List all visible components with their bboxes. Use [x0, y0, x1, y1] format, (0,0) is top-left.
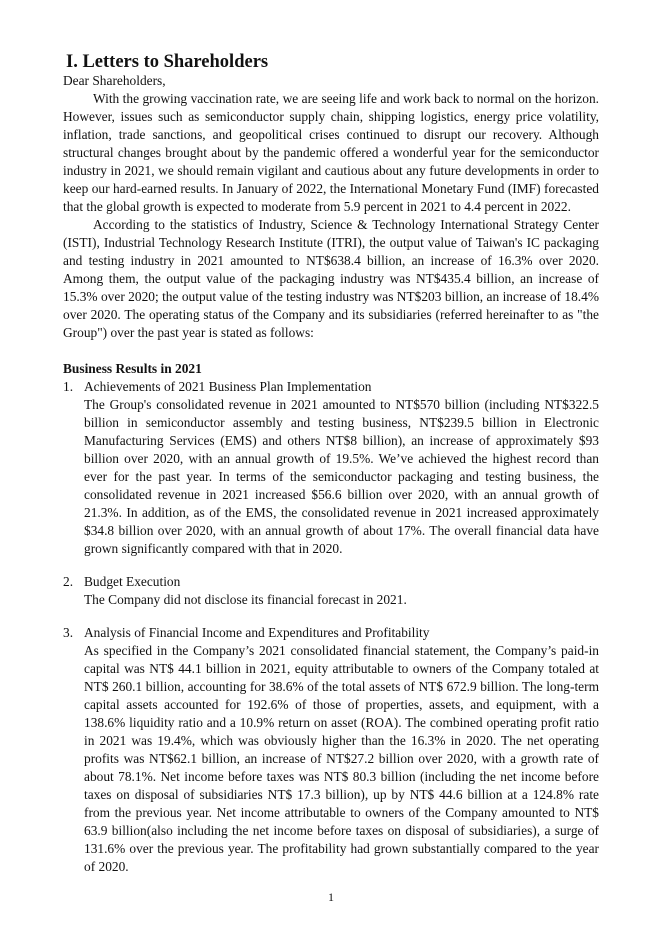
- item-heading: Analysis of Financial Income and Expenditures and Profitability: [84, 625, 430, 640]
- item-body: The Group's consolidated revenue in 2021 amounted to NT$570 billion (including NT$322.5 billion in semiconductor assembly and testing business, NT$239.5 billion in Electronic Manufacturing Services (EMS) and others NT$8 billion), an increase of approximately $93 billion over 2020, with an annual growth of 19.5%. We’ve achieved the highest record than ever for the past year. In terms of the semiconductor packaging and testing business, the consolidated revenue in 2021 increased $56.6 billion over 2020, with an annual growth of 21.3%. In addition, as of the EMS, the consolidated revenue in 2021 increased approximately $34.8 billion over 2020, with an annual growth of about 17%. The overall financial data have grown significantly compared with that in 2020.: [84, 397, 599, 556]
- list-item: [63, 378, 599, 558]
- item-heading: Achievements of 2021 Business Plan Implementation: [84, 379, 372, 394]
- item-body: The Company did not disclose its financial forecast in 2021.: [84, 592, 407, 607]
- item-body: As specified in the Company’s 2021 consolidated financial statement, the Company’s paid-in capital was NT$ 44.1 billion in 2021, equity attributable to owners of the Company totaled at NT$ 260.1 billion, accounting for 38.6% of the total assets of NT$ 672.9 billion. The long-term capital assets accounted for 192.6% of those of properties, assets, and equipment, with a 138.6% liquidity ratio and a 10.9% return on asset (ROA). The combined operating profit ratio in 2021 was 19.4%, which was obviously higher than the 16.3% in 2020. The net operating profits was NT$62.1 billion, an increase of NT$27.2 billion over 2020, with a growth rate of about 78.1%. Net income before taxes was NT$ 80.3 billion (including the net income before taxes on disposal of subsidiaries NT$ 17.3 billion), up by NT$ 44.6 billion at a 124.8% rate from the previous year. Net income attributable to owners of the Company amounted to NT$ 63.9 billion(also including the net income before taxes on disposal of subsidiaries), a surge of 131.6% over the previous year. The profitability had grown substantially compared to the year of 2020.: [84, 643, 599, 874]
- list-item: [63, 624, 599, 876]
- document-page: [63, 52, 599, 876]
- item-heading: Budget Execution: [84, 574, 181, 589]
- salutation: Dear Shareholders,: [63, 73, 166, 88]
- item-number: 1.: [63, 379, 74, 394]
- paragraph-industry-statistics: According to the statistics of Industry, Science & Technology International Strategy Center (ISTI), Industrial Technology Research Institute (ITRI), the output value of Taiwan's IC packaging and testing industry in 2021 amounted to NT$638.4 billion, an increase of 16.3% over 2020. Among them, the output value of the packaging industry was NT$435.4 billion, an increase of 15.3% over 2020; the output value of the testing industry was NT$203 billion, an increase of 18.4% over 2020. The operating status of the Company and its subsidiaries (referred hereinafter to as "the Group") over the past year is stated as follows:: [63, 217, 599, 340]
- page-title: I. Letters to Shareholders: [66, 52, 269, 72]
- paragraph-outlook: With the growing vaccination rate, we are seeing life and work back to normal on the horizon. However, issues such as semiconductor supply chain, shipping logistics, energy price volatility, inflation, trade sanctions, and geopolitical crises continued to disrupt our recovery. Although structural changes brought about by the pandemic offered a wonderful year for the semiconductor industry in 2021, we should remain vigilant and cautious about any future developments in order to keep our hard-earned results. In January of 2022, the International Monetary Fund (IMF) forecasted that the global growth is expected to moderate from 5.9 percent in 2021 to 4.4 percent in 2022.: [63, 91, 599, 214]
- item-number: 2.: [63, 574, 74, 589]
- section-heading: Business Results in 2021: [63, 361, 202, 376]
- page-number: 1: [328, 890, 334, 904]
- list-item: [63, 573, 599, 609]
- item-number: 3.: [63, 625, 74, 640]
